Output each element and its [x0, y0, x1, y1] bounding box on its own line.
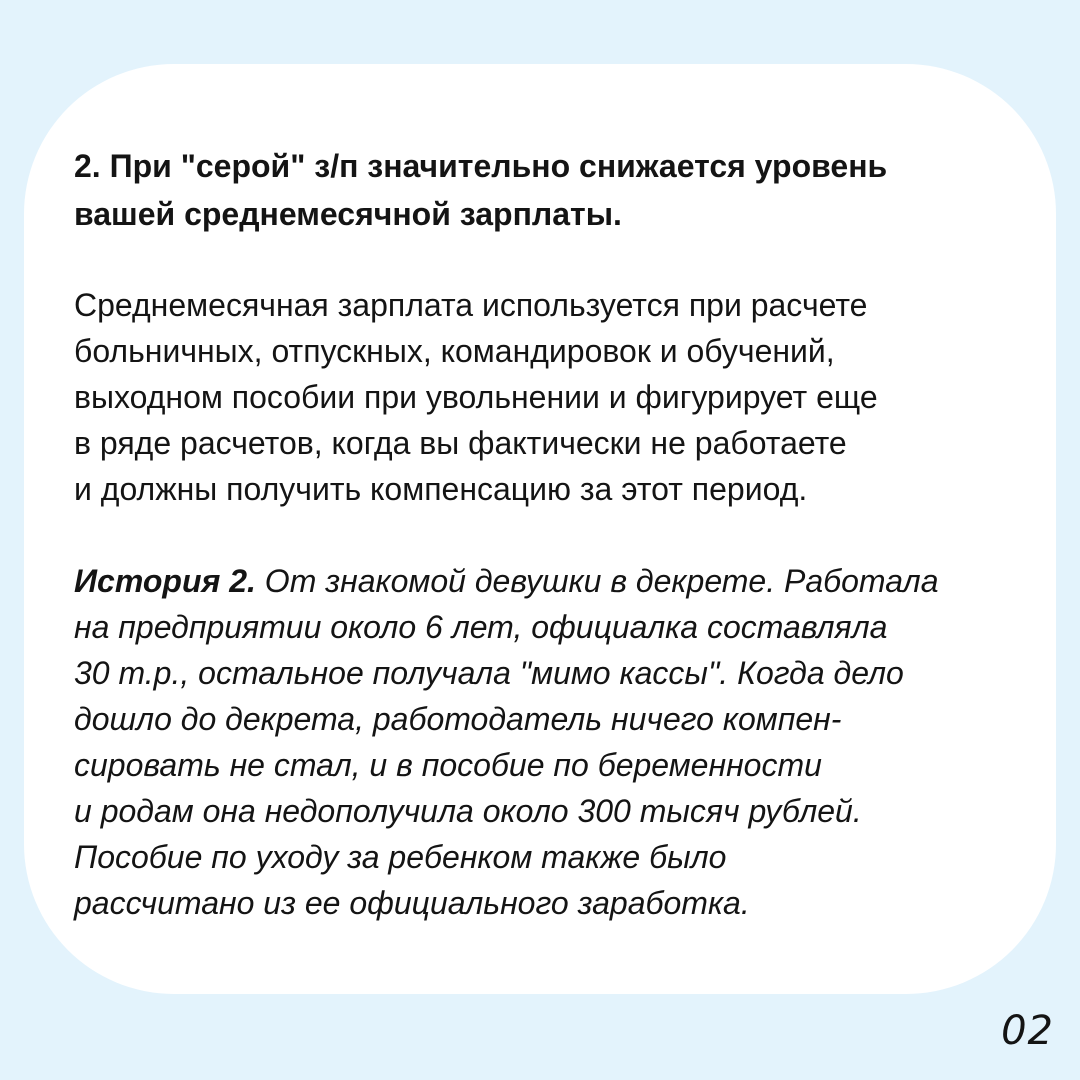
- story-first-line-text: От знакомой девушки в декрете. Работала: [255, 563, 939, 599]
- story-line: рассчитано из ее официального заработка.: [74, 885, 750, 921]
- heading-line: вашей среднемесячной зарплаты.: [74, 196, 622, 232]
- story-line: на предприятии около 6 лет, официалка составляла: [74, 609, 888, 645]
- body-line: больничных, отпускных, командировок и обучений,: [74, 333, 835, 369]
- story-line: сировать не стал, и в пособие по беременности: [74, 747, 822, 783]
- body-line: Среднемесячная зарплата используется при расчете: [74, 287, 868, 323]
- story-first-line: [74, 558, 1024, 604]
- story-line: и родам она недополучила около 300 тысяч рублей.: [74, 793, 862, 829]
- story-paragraph: [74, 558, 1024, 926]
- story-line: Пособие по уходу за ребенком также было: [74, 839, 727, 875]
- body-line: в ряде расчетов, когда вы фактически не работаете: [74, 425, 847, 461]
- story-line: 30 т.р., остальное получала "мимо кассы". Когда дело: [74, 655, 904, 691]
- story-line: дошло до декрета, работодатель ничего компен-: [74, 701, 842, 737]
- section-heading: [74, 142, 1024, 238]
- body-paragraph: [74, 282, 1024, 512]
- heading-line: 2. При "серой" з/п значительно снижается уровень: [74, 148, 888, 184]
- page-number: 02: [1001, 1008, 1054, 1054]
- body-line: выходном пособии при увольнении и фигурирует еще: [74, 379, 878, 415]
- body-line: и должны получить компенсацию за этот период.: [74, 471, 808, 507]
- story-label: История 2.: [74, 563, 256, 599]
